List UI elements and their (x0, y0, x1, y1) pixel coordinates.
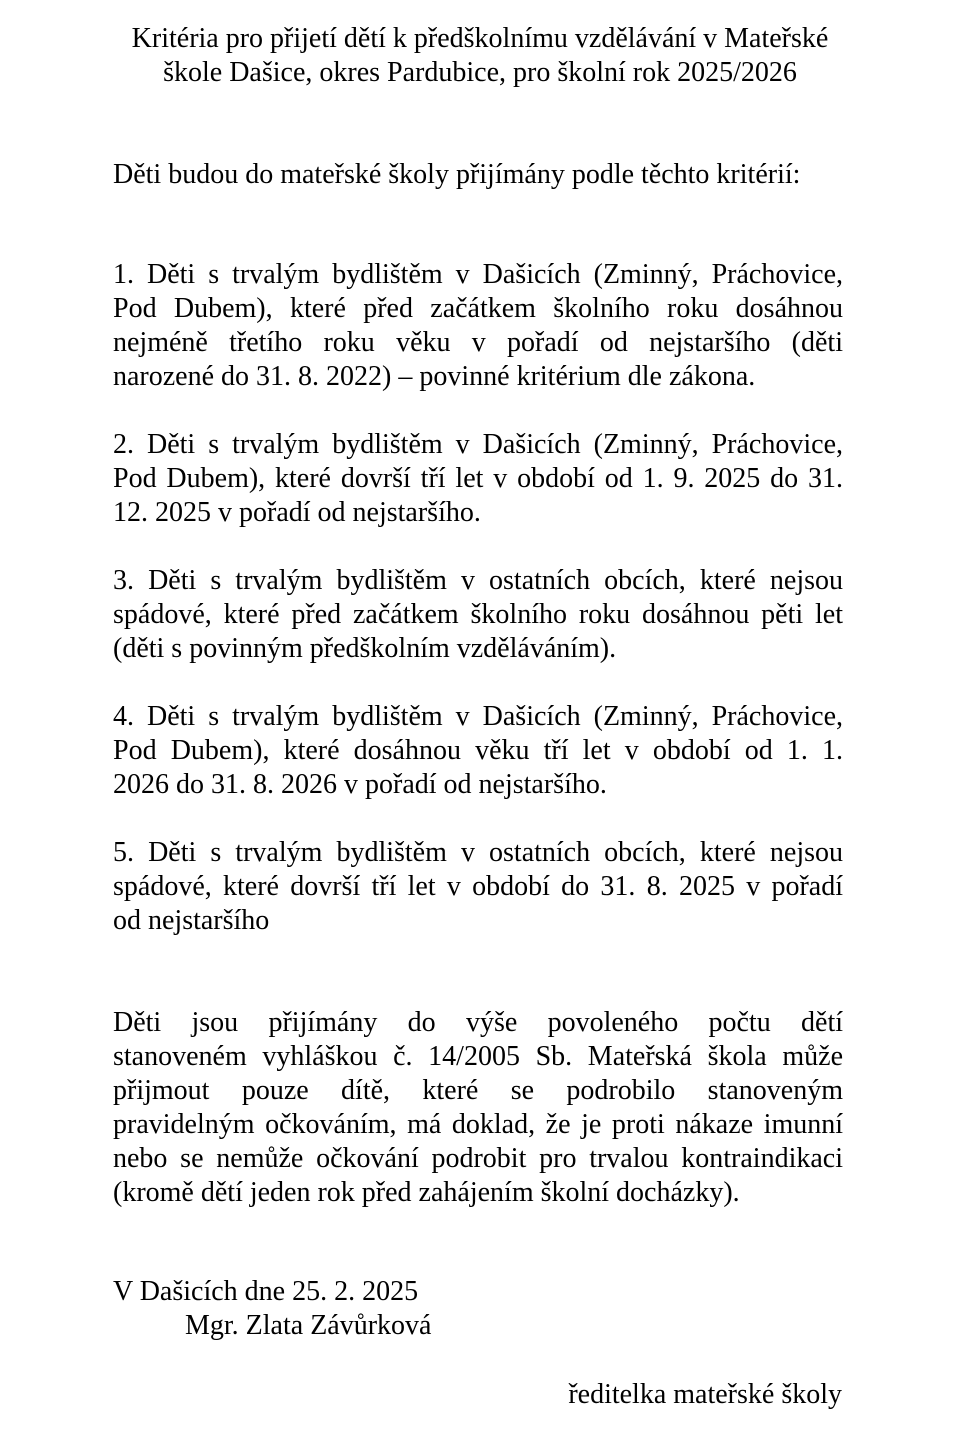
closing-line: přijmout pouze dítě, které se podrobilo stanoveným (113, 1075, 843, 1106)
closing-line: Děti jsou přijímány do výše povoleného počtu dětí (113, 1007, 843, 1038)
signatory-role: ředitelka mateřské školy (568, 1379, 842, 1410)
criterion-3 (113, 564, 843, 666)
criterion-line: 12. 2025 v pořadí od nejstaršího. (113, 497, 481, 528)
criterion-line: nejméně třetího roku věku v pořadí od nejstaršího (děti (113, 327, 843, 358)
closing-line: stanoveném vyhláškou č. 14/2005 Sb. Mateřská škola může (113, 1041, 843, 1072)
criterion-line: 4. Děti s trvalým bydlištěm v Dašicích (Zminný, Práchovice, (113, 701, 843, 732)
criterion-line: 5. Děti s trvalým bydlištěm v ostatních obcích, které nejsou (113, 837, 843, 868)
intro-text: Děti budou do mateřské školy přijímány podle těchto kritérií: (113, 159, 801, 190)
criterion-line: 2. Děti s trvalým bydlištěm v Dašicích (Zminný, Práchovice, (113, 429, 843, 460)
criterion-2 (113, 428, 843, 530)
criterion-line: Pod Dubem), které dosáhnou věku tří let v období od 1. 1. (113, 735, 843, 766)
closing-line: (kromě dětí jeden rok před zahájením školní docházky). (113, 1177, 740, 1208)
criterion-4 (113, 700, 843, 802)
document-title (60, 22, 900, 90)
criterion-line: 2026 do 31. 8. 2026 v pořadí od nejstaršího. (113, 769, 607, 800)
signatory-name: Mgr. Zlata Závůrková (185, 1310, 432, 1341)
place-and-date: V Dašicích dne 25. 2. 2025 (113, 1276, 419, 1307)
closing-line: nebo se nemůže očkování podrobit pro trvalou kontraindikaci (113, 1143, 843, 1174)
criterion-line: 1. Děti s trvalým bydlištěm v Dašicích (Zminný, Práchovice, (113, 259, 843, 290)
title-line-2: škole Dašice, okres Pardubice, pro školní rok 2025/2026 (163, 57, 797, 88)
criterion-line: 3. Děti s trvalým bydlištěm v ostatních obcích, které nejsou (113, 565, 843, 596)
criterion-line: spádové, které před začátkem školního roku dosáhnou pěti let (113, 599, 843, 630)
closing-paragraph (113, 1006, 843, 1210)
closing-line: pravidelným očkováním, má doklad, že je proti nákaze imunní (113, 1109, 843, 1140)
criterion-5 (113, 836, 843, 938)
criterion-line: narozené do 31. 8. 2022) – povinné kritérium dle zákona. (113, 361, 756, 392)
criterion-line: spádové, které dovrší tří let v období do 31. 8. 2025 v pořadí (113, 871, 843, 902)
title-line-1: Kritéria pro přijetí dětí k předškolnímu vzdělávání v Mateřské (131, 23, 829, 54)
criterion-line: Pod Dubem), které před začátkem školního roku dosáhnou (113, 293, 843, 324)
criterion-1 (113, 258, 843, 394)
criterion-line: Pod Dubem), které dovrší tří let v období od 1. 9. 2025 do 31. (113, 463, 843, 494)
criterion-line: od nejstaršího (113, 905, 270, 936)
criterion-line: (děti s povinným předškolním vzděláváním). (113, 633, 617, 664)
